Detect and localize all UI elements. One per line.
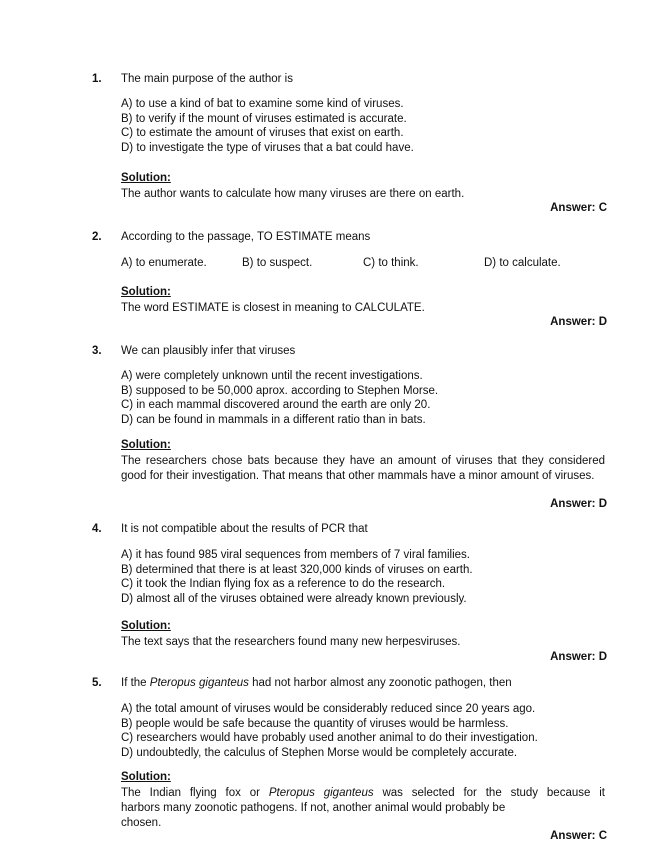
question-number: 5. — [92, 677, 102, 689]
options-list — [121, 702, 538, 760]
question-1 — [92, 73, 607, 223]
question-5 — [92, 677, 607, 843]
option-d: D) to calculate. — [484, 257, 561, 269]
option-b: B) people would be safe because the quantity of viruses would be harmless. — [121, 717, 509, 730]
question-text: It is not compatible about the results of PCR that — [121, 523, 368, 535]
option-b: B) to verify if the mount of viruses estimated is accurate. — [121, 112, 407, 125]
question-text: According to the passage, TO ESTIMATE means — [121, 231, 371, 243]
option-c: C) in each mammal discovered around the earth are only 20. — [121, 399, 431, 412]
solution-label: Solution: — [121, 286, 171, 298]
option-d: D) undoubtedly, the calculus of Stephen Morse would be completely accurate. — [121, 746, 518, 759]
question-text: If the Pteropus giganteus had not harbor almost any zoonotic pathogen, then — [121, 677, 512, 689]
solution-label: Solution: — [121, 771, 171, 783]
option-a: A) were completely unknown until the recent investigations. — [121, 370, 423, 382]
option-d: D) to investigate the type of viruses that a bat could have. — [121, 141, 414, 154]
solution-label: Solution: — [121, 439, 171, 451]
option-c: C) to estimate the amount of viruses that exist on earth. — [121, 127, 404, 140]
answer: Answer: C — [550, 830, 607, 842]
answer: Answer: C — [550, 202, 607, 214]
question-text: The main purpose of the author is — [121, 73, 293, 85]
solution-text: The researchers chose bats because they have an amount of viruses that they considered good for their investigation. That means that other mammals have a minor amount of viruses. — [121, 455, 605, 482]
option-b: B) supposed to be 50,000 aprox. according to Stephen Morse. — [121, 384, 439, 397]
option-d: D) almost all of the viruses obtained were already known previously. — [121, 592, 467, 605]
options-list — [121, 548, 473, 606]
solution-text: The word ESTIMATE is closest in meaning to CALCULATE. — [121, 302, 425, 314]
solution-text: The author wants to calculate how many viruses are there on earth. — [121, 188, 465, 200]
solution-label: Solution: — [121, 620, 171, 632]
option-a: A) it has found 985 viral sequences from members of 7 viral families. — [121, 549, 470, 561]
option-b: B) to suspect. — [242, 257, 313, 269]
answer: Answer: D — [550, 316, 607, 328]
option-a: A) to enumerate. — [121, 257, 207, 269]
question-number: 3. — [92, 345, 102, 357]
answer: Answer: D — [550, 651, 607, 663]
solution-text: The text says that the researchers found many new herpesviruses. — [121, 636, 461, 648]
question-number: 4. — [92, 523, 102, 535]
question-2 — [92, 231, 607, 331]
question-number: 1. — [92, 73, 102, 85]
question-text: We can plausibly infer that viruses — [121, 345, 296, 357]
options-list — [121, 369, 438, 427]
option-a: A) to use a kind of bat to examine some kind of viruses. — [121, 98, 404, 110]
options-list — [121, 97, 414, 155]
option-c: C) researchers would have probably used another animal to do their investigation. — [121, 732, 538, 745]
solution-text: The Indian flying fox or Pteropus giganteus was selected for the study because it harbors many zoonotic pathogens. If not, another animal would probably be chosen. — [121, 787, 605, 829]
answer: Answer: D — [550, 498, 607, 510]
option-a: A) the total amount of viruses would be considerably reduced since 20 years ago. — [121, 703, 536, 715]
question-3 — [92, 345, 607, 515]
question-number: 2. — [92, 231, 102, 243]
solution-label: Solution: — [121, 172, 171, 184]
question-4 — [92, 523, 607, 668]
option-c: C) it took the Indian flying fox as a reference to do the research. — [121, 578, 446, 591]
option-b: B) determined that there is at least 320,000 kinds of viruses on earth. — [121, 563, 473, 576]
option-d: D) can be found in mammals in a different ratio than in bats. — [121, 413, 426, 426]
option-c: C) to think. — [363, 257, 419, 269]
